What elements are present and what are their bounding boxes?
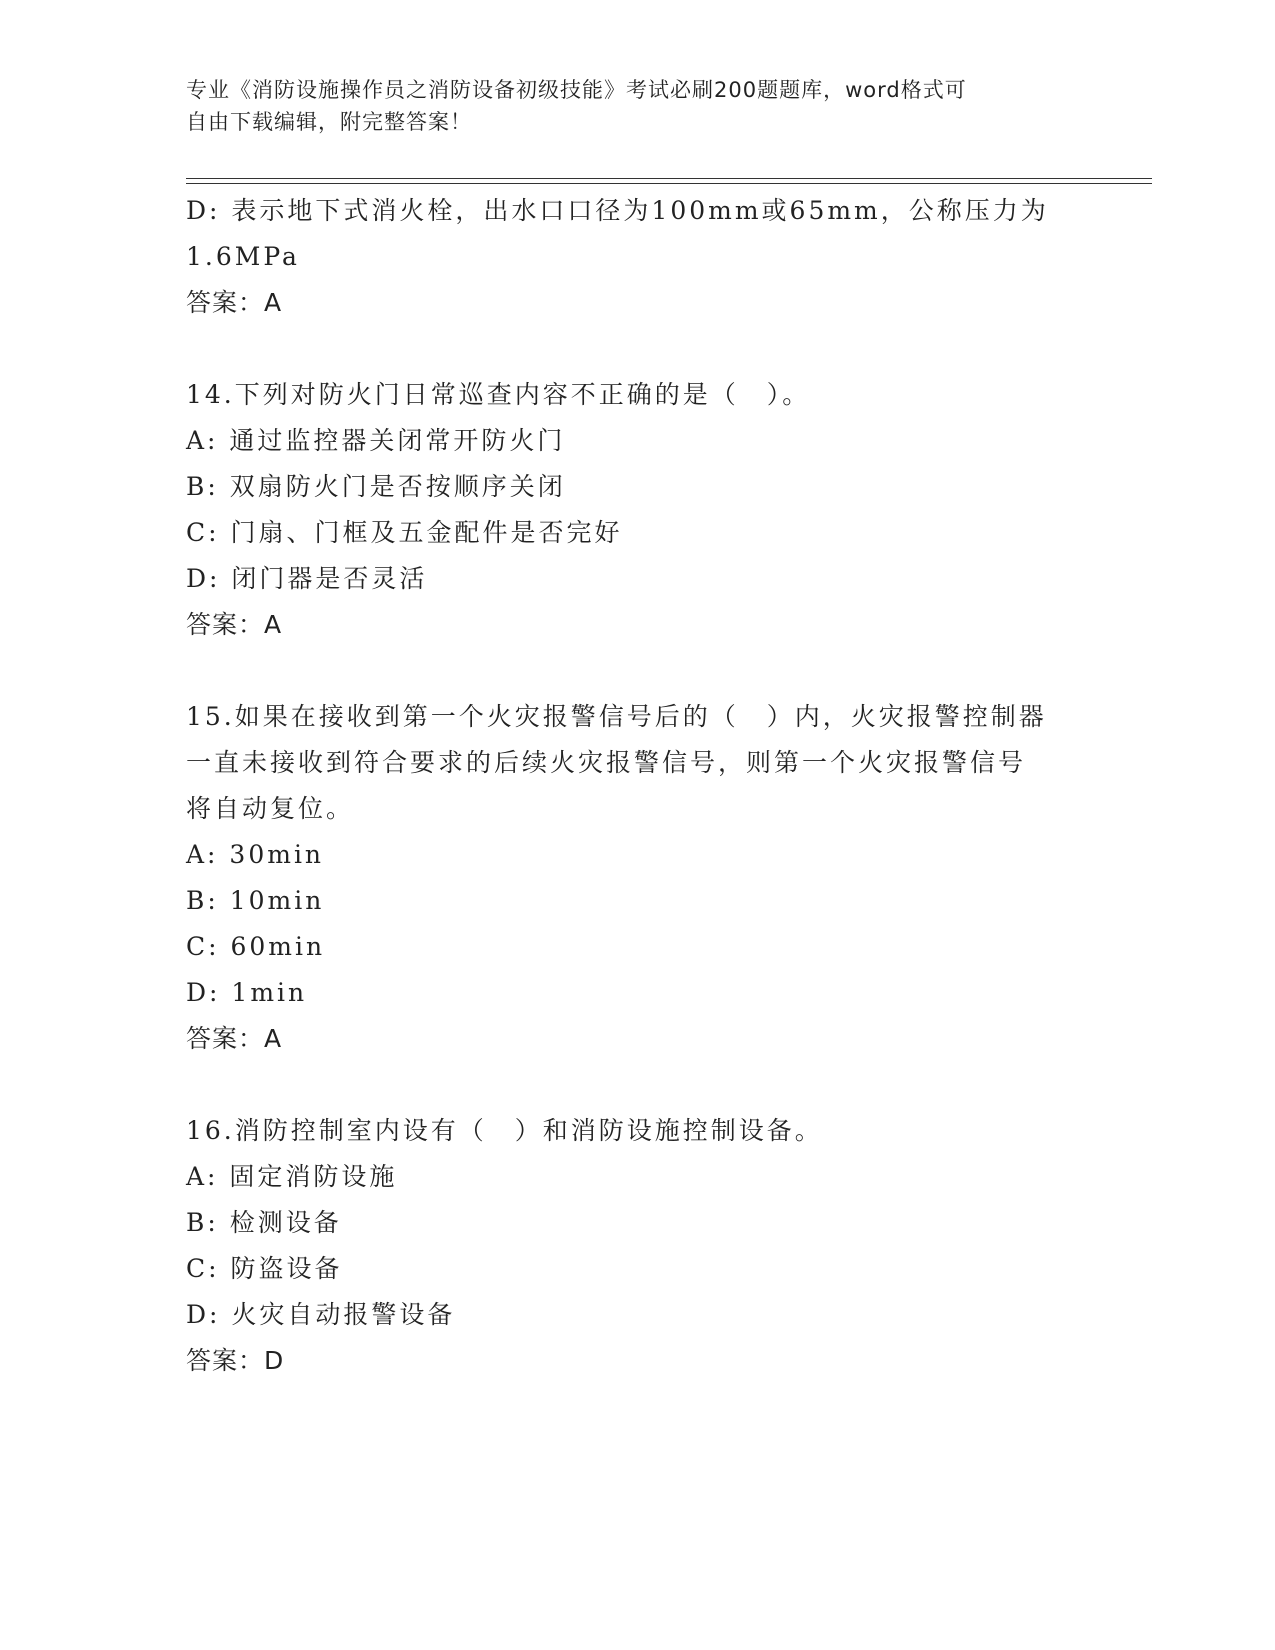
question-content bbox=[186, 188, 1086, 1384]
question-16-option-c: C: 防盗设备 bbox=[186, 1254, 343, 1283]
option-d-continued: 1.6MPa bbox=[186, 242, 300, 271]
question-15-stem-1: 15.如果在接收到第一个火灾报警信号后的（ ）内，火灾报警控制器 bbox=[186, 702, 1047, 731]
header-divider-top bbox=[186, 178, 1152, 179]
spacer bbox=[186, 326, 1086, 372]
question-14-option-c: C: 门扇、门框及五金配件是否完好 bbox=[186, 518, 623, 547]
question-15-option-d: D: 1min bbox=[186, 978, 308, 1007]
question-16-stem: 16.消防控制室内设有（ ）和消防设施控制设备。 bbox=[186, 1116, 823, 1145]
spacer bbox=[186, 648, 1086, 694]
spacer bbox=[186, 1062, 1086, 1108]
question-16-answer: 答案：D bbox=[186, 1346, 285, 1375]
question-15-stem-3: 将自动复位。 bbox=[186, 794, 355, 823]
question-15-answer: 答案：A bbox=[186, 1024, 283, 1053]
question-16-option-b: B: 检测设备 bbox=[186, 1208, 342, 1237]
question-14-answer: 答案：A bbox=[186, 610, 283, 639]
header-line-2: 自由下载编辑，附完整答案！ bbox=[186, 110, 472, 134]
question-15-option-a: A: 30min bbox=[186, 840, 325, 869]
question-16-option-a: A: 固定消防设施 bbox=[186, 1162, 398, 1191]
question-14-option-b: B: 双扇防火门是否按顺序关闭 bbox=[186, 472, 566, 501]
question-16-option-d: D: 火灾自动报警设备 bbox=[186, 1300, 456, 1329]
question-14-stem: 14.下列对防火门日常巡查内容不正确的是（ ）。 bbox=[186, 380, 811, 409]
document-header bbox=[186, 74, 1086, 138]
question-15-stem-2: 一直未接收到符合要求的后续火灾报警信号，则第一个火灾报警信号 bbox=[186, 748, 1027, 777]
option-d: D: 表示地下式消火栓，出水口口径为100mm或65mm，公称压力为 bbox=[186, 196, 1049, 225]
question-14-option-a: A: 通过监控器关闭常开防火门 bbox=[186, 426, 566, 455]
question-15-option-b: B: 10min bbox=[186, 886, 325, 915]
header-divider-bottom bbox=[186, 183, 1152, 184]
question-15-option-c: C: 60min bbox=[186, 932, 326, 961]
header-line-1: 专业《消防设施操作员之消防设备初级技能》考试必刷200题题库，word格式可 bbox=[186, 78, 967, 102]
question-14-option-d: D: 闭门器是否灵活 bbox=[186, 564, 428, 593]
answer-line: 答案：A bbox=[186, 288, 283, 317]
